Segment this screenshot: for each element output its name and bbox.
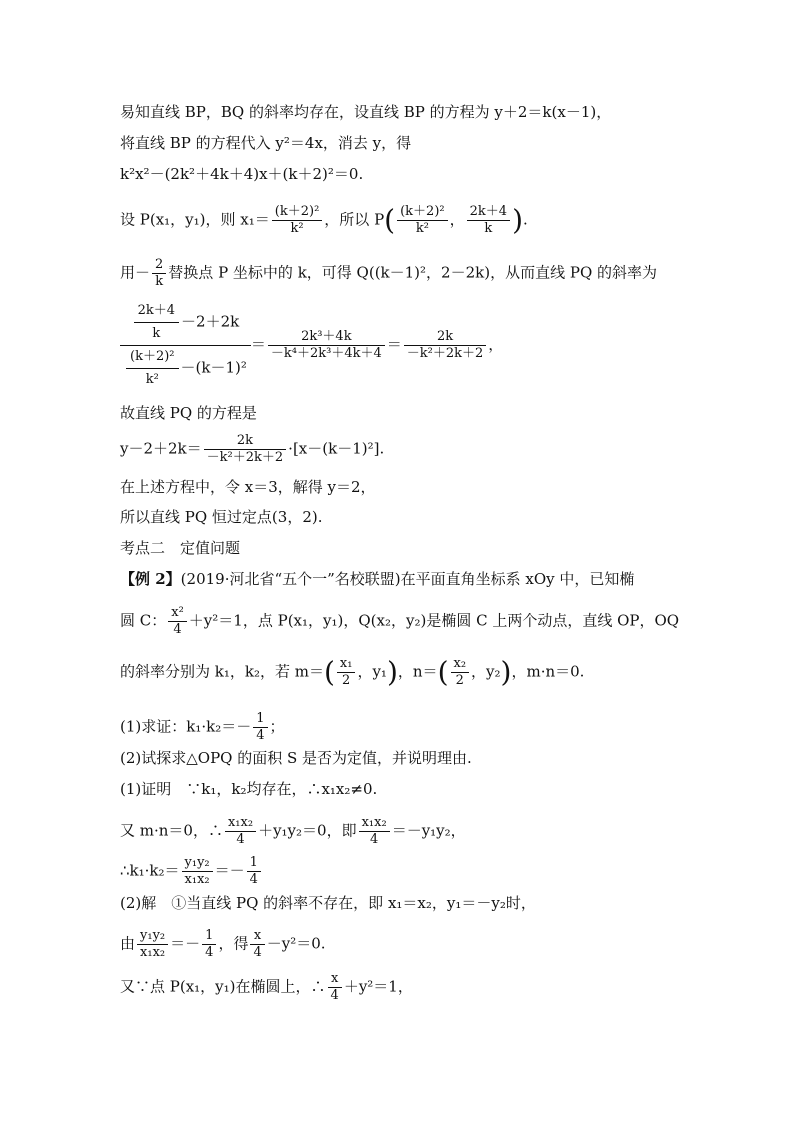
fraction <box>168 605 187 638</box>
right-paren: ) <box>386 655 398 689</box>
fraction <box>137 928 168 961</box>
text-span: 又∵点 P(x₁，y₁)在椭圆上，∴ <box>120 977 326 996</box>
text-span: ·[x－(k－1)²]. <box>288 439 385 458</box>
denominator: k² <box>272 220 323 237</box>
denominator: 4 <box>328 987 342 1004</box>
denominator: －k²＋2k＋2 <box>204 449 287 466</box>
question-2: (2)试探求△OPQ 的面积 S 是否为定值，并说明理由. <box>120 749 472 767</box>
text-span: ＋y₁y₂＝0，即 <box>258 821 357 840</box>
text-line-4 <box>120 204 528 237</box>
right-paren: ) <box>500 655 512 689</box>
text-span: ，m·n＝0. <box>511 662 585 681</box>
compound-denominator <box>120 345 251 391</box>
proof-line-2 <box>120 815 466 848</box>
denominator: x₁x₂ <box>182 871 213 888</box>
text-line-14 <box>120 656 584 689</box>
text-span: ，所以 P <box>324 210 385 229</box>
fraction <box>134 300 179 345</box>
denominator: 2 <box>337 672 356 689</box>
denominator: 4 <box>250 944 264 961</box>
numerator: 2k <box>236 433 253 448</box>
numerator: (k＋2)² <box>130 349 175 364</box>
numerator: y₁y₂ <box>184 855 210 870</box>
denominator: 4 <box>168 621 187 638</box>
numerator: x₁ <box>339 656 353 671</box>
fraction <box>359 815 390 848</box>
denominator: x₁x₂ <box>137 944 168 961</box>
text-span: ，得 <box>218 934 249 953</box>
text-line-7: 故直线 PQ 的方程是 <box>120 404 257 422</box>
fraction <box>451 656 470 689</box>
numerator: (k＋2)² <box>400 204 445 219</box>
fraction <box>204 433 287 466</box>
fraction <box>268 329 385 362</box>
text-span: ， <box>449 210 465 229</box>
fraction <box>225 815 256 848</box>
text-span: ＝－y₁y₂， <box>391 821 466 840</box>
proof-line-1: (1)证明 ∵k₁，k₂均存在，∴x₁x₂≠0. <box>120 780 378 798</box>
text-span: 又 m·n＝0，∴ <box>120 821 223 840</box>
denominator: －k²＋2k＋2 <box>404 345 487 362</box>
numerator: x <box>331 971 339 986</box>
text-span: ， <box>488 335 504 354</box>
text-span: ＝－ <box>214 861 245 880</box>
text-span: 圆 C： <box>120 611 167 630</box>
section-heading: 考点二 定值问题 <box>120 539 241 557</box>
text-span: ； <box>269 717 285 736</box>
numerator: 2k <box>436 329 454 344</box>
fraction <box>337 656 356 689</box>
text-span: (2019·河北省“五个一”名校联盟)在平面直角坐标系 xOy 中，已知椭 <box>180 570 635 588</box>
equals-sign: ＝ <box>386 335 402 354</box>
example-tag: 【例 2】 <box>120 570 181 588</box>
denominator: 4 <box>359 831 390 848</box>
solution-line-3 <box>120 971 413 1004</box>
denominator: 4 <box>225 831 256 848</box>
text-span: ∴k₁·k₂＝ <box>120 861 180 880</box>
text-span: ＝－ <box>170 934 201 953</box>
numerator: 1 <box>249 855 258 870</box>
numerator: x² <box>171 605 184 620</box>
left-paren: ( <box>384 203 396 237</box>
solution-line-2 <box>120 928 326 961</box>
denominator: 2 <box>451 672 470 689</box>
denominator: 4 <box>247 871 261 888</box>
text-line-13 <box>120 605 679 638</box>
fraction <box>126 346 179 391</box>
fraction <box>247 855 261 888</box>
numerator: x₁x₂ <box>227 815 254 830</box>
equals-sign: ＝ <box>250 335 266 354</box>
text-span: 替换点 P 坐标中的 k，可得 Q((k－1)²，2－2k)，从而直线 PQ 的斜率为 <box>168 263 658 282</box>
left-paren: ( <box>323 655 335 689</box>
numerator: 1 <box>256 711 265 726</box>
question-1 <box>120 711 285 744</box>
text-span: 由 <box>120 934 136 953</box>
fraction <box>397 204 448 237</box>
fraction <box>250 928 264 961</box>
left-paren: ( <box>437 655 449 689</box>
numerator: 2 <box>155 257 164 272</box>
numerator: x₁x₂ <box>361 815 387 830</box>
fraction <box>253 711 267 744</box>
denominator: 4 <box>253 727 267 744</box>
numerator: y₁y₂ <box>140 928 166 943</box>
text-span: (1)求证：k₁·k₂＝－ <box>120 717 252 736</box>
numerator: 1 <box>205 928 214 943</box>
fraction <box>272 204 323 237</box>
text-span: ＋y²＝1，点 P(x₁，y₁)，Q(x₂，y₂)是椭圆 C 上两个动点，直线 OP，OQ <box>188 611 680 630</box>
denominator: k <box>134 322 179 345</box>
text-line-1: 易知直线 BP，BQ 的斜率均存在，设直线 BP 的方程为 y＋2＝k(x－1)， <box>120 103 612 121</box>
text-span: 的斜率分别为 k₁，k₂，若 m＝ <box>120 662 324 681</box>
text-span: ，y₂ <box>471 662 501 681</box>
text-span: ＋y²＝1， <box>343 977 413 996</box>
compound-fraction <box>120 300 251 391</box>
text-span: －(k－1)² <box>180 358 247 377</box>
denominator: k² <box>126 368 179 391</box>
fraction <box>152 257 166 290</box>
slope-equation <box>120 300 503 391</box>
text-span: ，n＝ <box>397 662 438 681</box>
text-span: 用－ <box>120 263 151 282</box>
text-line-10: 所以直线 PQ 恒过定点(3，2). <box>120 508 323 526</box>
text-line-5 <box>120 257 657 290</box>
solution-line-1: (2)解 ①当直线 PQ 的斜率不存在，即 x₁＝x₂，y₁＝－y₂时， <box>120 894 536 912</box>
example-2-intro <box>120 569 634 589</box>
denominator: k² <box>397 220 448 237</box>
fraction <box>202 928 216 961</box>
denominator: k <box>152 273 166 290</box>
text-span: y－2＋2k＝ <box>120 439 202 458</box>
numerator: 2k＋4 <box>469 204 508 219</box>
text-span: －y²＝0. <box>266 934 326 953</box>
numerator: 2k³＋4k <box>301 329 352 344</box>
equation-line-3: k²x²－(2k²＋4k＋4)x＋(k＋2)²＝0. <box>120 165 364 183</box>
right-paren: ) <box>512 203 523 237</box>
text-line-2: 将直线 BP 的方程代入 y²＝4x，消去 y，得 <box>120 134 412 152</box>
proof-line-3 <box>120 855 263 888</box>
line-equation <box>120 433 384 466</box>
text-line-9: 在上述方程中，令 x＝3，解得 y＝2， <box>120 478 376 496</box>
text-span: 设 P(x₁，y₁)，则 x₁＝ <box>120 210 270 229</box>
numerator: x <box>253 928 262 943</box>
fraction <box>467 204 510 237</box>
text-span: . <box>523 210 528 229</box>
denominator: 4 <box>202 944 216 961</box>
numerator: x₂ <box>453 656 467 671</box>
fraction <box>328 971 342 1004</box>
denominator: －k⁴＋2k³＋4k＋4 <box>268 345 385 362</box>
text-span: ，y₁ <box>357 662 387 681</box>
fraction <box>182 855 213 888</box>
fraction <box>404 329 487 362</box>
denominator: k <box>467 220 510 237</box>
text-span: －2＋2k <box>181 312 240 331</box>
numerator: (k＋2)² <box>274 204 320 219</box>
compound-numerator <box>120 300 251 345</box>
numerator: 2k＋4 <box>137 303 176 318</box>
